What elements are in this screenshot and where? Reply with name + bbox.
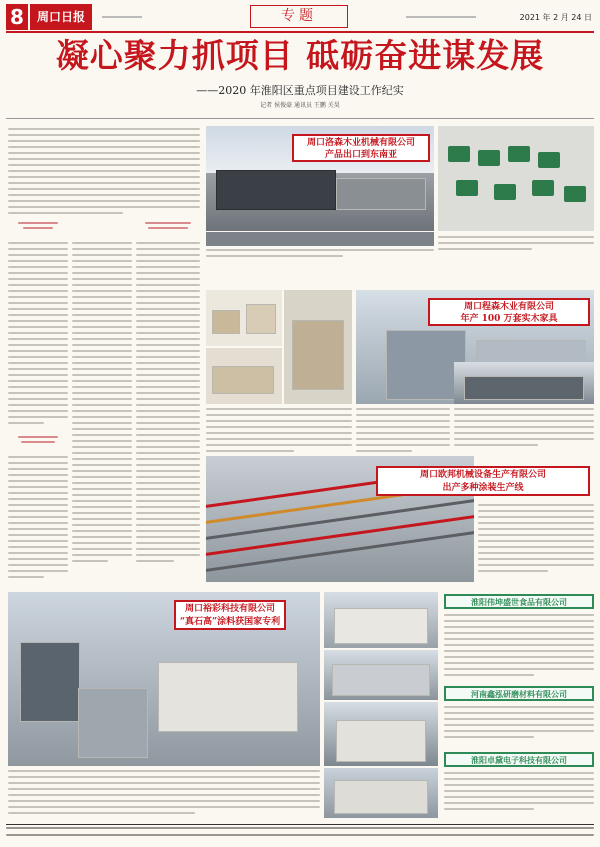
photo-weikun-1 [324, 592, 438, 648]
caption-zhuodai: 淮阳卓黛电子科技有限公司 [444, 752, 594, 767]
caption-oubang [376, 466, 590, 496]
caption-oubang-line2: 出产多种涂装生产线 [442, 483, 524, 493]
photo-caption-text-1 [206, 249, 434, 261]
column-subhead-1 [8, 222, 68, 229]
caption-weikun: 淮阳伟坤盛世食品有限公司 [444, 594, 594, 609]
article-block-zhuodai [444, 772, 594, 818]
page-number: 8 [6, 4, 28, 30]
masthead-meta-right [406, 16, 476, 18]
caption-yucai [174, 600, 286, 630]
article-column-1b [8, 456, 68, 586]
caption-luosen [292, 134, 430, 162]
page-subhead: ——2020 年淮阳区重点项目建设工作纪实 [196, 84, 404, 97]
photo-caption-text-2 [438, 236, 594, 256]
headline-rule [6, 118, 594, 119]
column-subhead-2 [8, 436, 68, 443]
paper-logo: 周口日报 [30, 4, 92, 30]
masthead-meta-left [102, 16, 142, 18]
article-block-middle-2 [356, 408, 450, 456]
caption-chengsen-line2: 年产 100 万套实木家具 [460, 314, 558, 324]
caption-luosen-line1: 周口洛森木业机械有限公司 [306, 138, 415, 148]
article-block-weikun [444, 614, 594, 680]
photo-warehouse [454, 362, 594, 404]
caption-luosen-line2: 产品出口到东南亚 [324, 150, 397, 160]
column-subhead-3 [136, 222, 200, 229]
article-block-xinhong [444, 706, 594, 746]
caption-yucai-line2: “真石高”涂料获国家专利 [179, 617, 281, 627]
footer-imprint [6, 827, 594, 840]
article-block-middle-3 [454, 408, 594, 456]
caption-oubang-line1: 周口欧邦机械设备生产有限公司 [419, 470, 546, 480]
caption-chengsen [428, 298, 590, 326]
caption-xinhong: 河南鑫泓研磨材料有限公司 [444, 686, 594, 701]
issue-date: 2021 年 2 月 24 日 [519, 13, 592, 22]
section-tag: 专题 [250, 5, 348, 28]
photo-machines-green [438, 126, 594, 231]
article-block-yucai [8, 770, 320, 818]
masthead-rule [6, 31, 594, 33]
article-block-oubang [478, 504, 594, 582]
byline: 记者 侯俊豪 通讯员 王鹏 关昊 [260, 102, 340, 109]
article-column-2 [72, 242, 132, 582]
masthead [6, 4, 594, 30]
page-headline: 凝心聚力抓项目 砥砺奋进谋发展 [55, 36, 545, 75]
photo-showroom-2 [206, 348, 282, 404]
photo-xinhong [324, 702, 438, 766]
lead-paragraph [8, 128, 200, 218]
article-column-3 [136, 242, 200, 582]
photo-showroom-3 [284, 290, 352, 404]
photo-weikun-2 [324, 650, 438, 700]
footer-rule [6, 824, 594, 825]
photo-showroom-1 [206, 290, 282, 346]
article-column-1a [8, 242, 68, 432]
photo-luosen-strip [206, 232, 434, 246]
photo-zhuodai [324, 768, 438, 818]
caption-yucai-line1: 周口裕彩科技有限公司 [184, 604, 275, 614]
caption-chengsen-line1: 周口程森木业有限公司 [463, 302, 554, 312]
article-block-middle-1 [206, 408, 352, 456]
